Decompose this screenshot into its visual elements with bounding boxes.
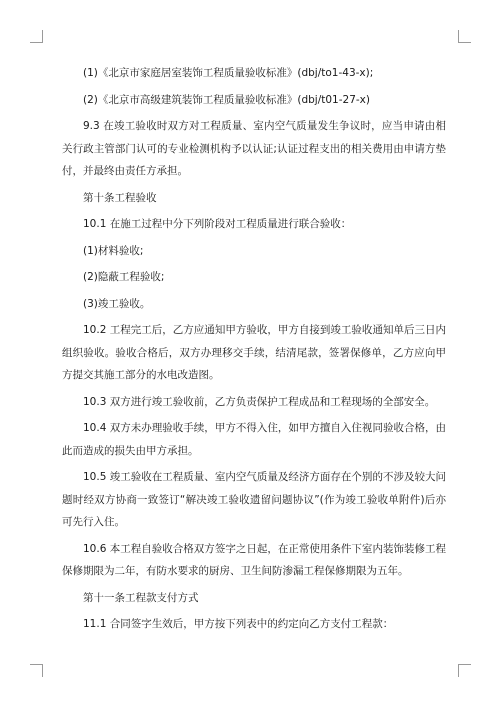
clause-10-5: 10.5 竣工验收在工程质量、室内空气质量及经济方面存在个别的不涉及较大问题时经双方协商一致签订“解决竣工验收遗留问题协议”(作为竣工验收单附件)后亦可先行入住。 — [62, 471, 446, 528]
clause-10-4: 10.4 双方未办理验收手续，甲方不得入住，如甲方擅自入住视同验收合格，由此而造成的损失由甲方承担。 — [62, 422, 446, 457]
clause-10-3: 10.3 双方进行竣工验收前，乙方负责保护工程成品和工程现场的全部安全。 — [83, 395, 436, 408]
list-item-completion: (3)竣工验收。 — [83, 297, 151, 310]
crop-mark-top-left — [30, 30, 43, 43]
list-item-concealed: (2)隐蔽工程验收; — [83, 271, 165, 283]
standard-item-1: (1)《北京市家庭居室装饰工程质量验收标准》(dbj/to1-43-x); — [83, 67, 374, 79]
crop-mark-bottom-left — [30, 664, 43, 677]
clause-9-3: 9.3 在竣工验收时双方对工程质量、室内空气质量发生争议时，应当申请由相关行政主管部门认可的专业检测机构予以认证;认证过程支出的相关费用由申请方垫付，并最终由责任方承担。 — [62, 120, 446, 177]
clause-11-1: 11.1 合同签字生效后，甲方按下列表中的约定向乙方支付工程款： — [83, 618, 394, 630]
clause-10-6: 10.6 本工程自验收合格双方签字之日起，在正常使用条件下室内装饰装修工程保修期限为二年，有防水要求的厨房、卫生间防渗漏工程保修期限为五年。 — [62, 542, 446, 577]
clause-10-1: 10.1 在施工过程中分下列阶段对工程质量进行联合验收： — [83, 218, 352, 230]
standard-item-2: (2)《北京市高级建筑装饰工程质量验收标准》(dbj/t01-27-x) — [83, 93, 370, 106]
crop-mark-bottom-right — [458, 664, 471, 677]
section-heading-11: 第十一条工程款支付方式 — [83, 591, 199, 604]
clause-10-2: 10.2 工程完工后，乙方应通知甲方验收，甲方自接到竣工验收通知单后三日内组织验收。验收合格后，双方办理移交手续，结清尾款，签署保修单，乙方应向甲方提交其施工部分的水电改造图。 — [62, 324, 446, 381]
crop-mark-top-right — [458, 30, 471, 43]
section-heading-10: 第十条工程验收 — [83, 191, 157, 204]
list-item-materials: (1)材料验收; — [83, 244, 144, 257]
document-body — [62, 62, 446, 640]
